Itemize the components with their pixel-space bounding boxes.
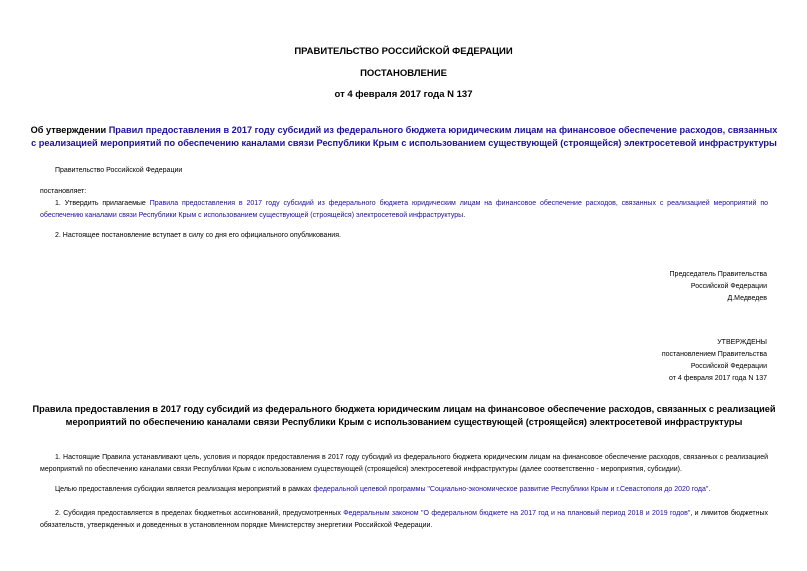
rules-goal-link[interactable]: федеральной целевой программы "Социально-экономическое развитие Республики Крым и г.Севастополя до 2020 года" <box>313 486 709 493</box>
title-link[interactable]: Правил предоставления в 2017 году субсидий из федерального бюджета юридическим лицам на финансовое обеспечение расходов, связанных с реализацией мероприятий по обеспечению каналами связи Республики Крым с использованием существующей (строящейся) электросетевой инфраструктуры <box>31 125 778 148</box>
rules-title: Правила предоставления в 2017 году субсидий из федерального бюджета юридическим лицам на финансовое обеспечение расходов, связанных с реализацией мероприятий по обеспечению каналами связи Республики Крым с использованием существующей (строящейся) электросетевой инфраструктуры <box>32 404 776 427</box>
title-prefix: Об утверждении <box>30 125 109 135</box>
rules-paragraph-2-prefix: 2. Субсидия предоставляется в пределах бюджетных ассигнований, предусмотренных <box>55 510 344 517</box>
document-title <box>30 124 778 150</box>
paragraph-1-link[interactable]: Правила предоставления в 2017 году субсидий из федерального бюджета юридическим лицам на финансовое обеспечение расходов, связанных с реализацией мероприятий по обеспечению каналами связи Республики Крым с использованием существующей (строящейся) электросетевой инфраструктуры <box>40 200 768 219</box>
decrees-line: постановляет: <box>40 188 87 195</box>
approval-block <box>662 337 767 385</box>
rules-paragraph-2-suffix: , и лимитов бюджетных обязательств, утвержденных и доведенных в установленном порядке Министерству энергетики Российской Федерации. <box>40 510 768 529</box>
rules-goal-paragraph <box>55 484 768 496</box>
approval-line-1: УТВЕРЖДЕНЫ <box>717 339 767 346</box>
rules-paragraph-2-link[interactable]: Федеральным законом "О федеральном бюджете на 2017 год и на плановый период 2018 и 2019 годов" <box>343 510 691 517</box>
rules-paragraph-2 <box>40 508 768 532</box>
document-type: ПОСТАНОВЛЕНИЕ <box>360 68 447 79</box>
paragraph-1 <box>40 198 768 222</box>
rules-goal-prefix: Целью предоставления субсидии является реализация мероприятий в рамках <box>55 486 314 493</box>
signature-line-1: Председатель Правительства <box>669 271 767 278</box>
approval-line-2: постановлением Правительства <box>661 351 767 358</box>
approval-line-4: от 4 февраля 2017 года N 137 <box>669 375 767 382</box>
government-line: Правительство Российской Федерации <box>55 167 183 174</box>
rules-goal-suffix: . <box>708 486 711 493</box>
paragraph-1-prefix: 1. Утвердить прилагаемые <box>55 200 150 207</box>
rules-paragraph-1: 1. Настоящие Правила устанавливают цель, условия и порядок предоставления в 2017 году субсидий из федерального бюджета юридическим лицам на финансовое обеспечение расходов, связанных с реализацией мероприятий по обеспечению каналами связи Республики Крым с использованием существующей (строящейся) электросетевой инфраструктуры (далее соответственно - мероприятия, субсидии). <box>40 454 768 473</box>
signature-block <box>670 269 767 305</box>
document-date: от 4 февраля 2017 года N 137 <box>334 89 473 100</box>
government-heading: ПРАВИТЕЛЬСТВО РОССИЙСКОЙ ФЕДЕРАЦИИ <box>294 46 513 57</box>
signature-line-2: Российской Федерации <box>690 283 767 290</box>
paragraph-1-suffix: . <box>463 212 466 219</box>
approval-line-3: Российской Федерации <box>690 363 767 370</box>
paragraph-2: 2. Настоящее постановление вступает в силу со дня его официального опубликования. <box>55 232 341 239</box>
signature-line-3: Д.Медведев <box>727 295 767 302</box>
